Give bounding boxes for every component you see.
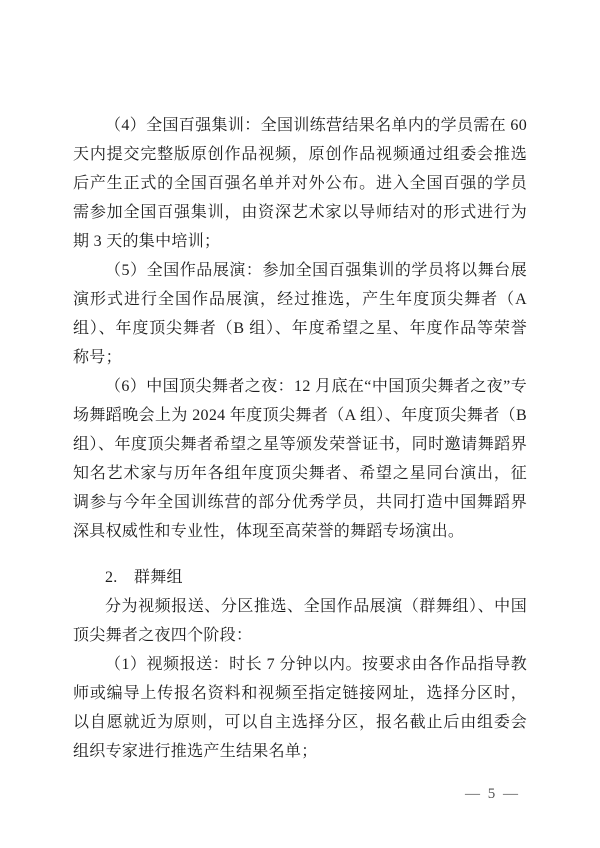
paragraph-national-top100-training: （4）全国百强集训：全国训练营结果名单内的学员需在 60 天内提交完整版原创作品视频，原创作品视频通过组委会推选后产生正式的全国百强名单并对外公布。进入全国百强的学员需参加全国百强集训，由资深艺术家以导师结对的形式进行为期 3 天的集中培训； xyxy=(73,117,527,250)
paragraph-group-dance-stages: 分为视频报送、分区推选、全国作品展演（群舞组）、中国顶尖舞者之夜四个阶段： xyxy=(73,598,527,644)
page-number: — 5 — xyxy=(465,786,520,802)
section-heading-group-dance: 2. 群舞组 xyxy=(105,569,183,586)
paragraph-video-submission: （1）视频报送：时长 7 分钟以内。按要求由各作品指导教师或编导上传报名资料和视频至指定链接网址，选择分区时，以自愿就近为原则，可以自主选择分区，报名截止后由组委会组织专家进行推选产生结果名单； xyxy=(73,656,527,760)
paragraph-top-dancer-night: （6）中国顶尖舞者之夜：12 月底在“中国顶尖舞者之夜”专场舞蹈晚会上为 2024 年度顶尖舞者（A 组）、年度顶尖舞者（B 组）、年度顶尖舞者希望之星等颁发荣誉证书，同时邀请舞蹈界知名艺术家与历年各组年度顶尖舞者、希望之星同台演出，征调参与今年全国训练营的部分优秀学员，共同打造中国舞蹈界深具权威性和专业性，体现至高荣誉的舞蹈专场演出。 xyxy=(73,378,527,540)
paragraph-national-showcase: （5）全国作品展演：参加全国百强集训的学员将以舞台展演形式进行全国作品展演，经过推选，产生年度顶尖舞者（A 组）、年度顶尖舞者（B 组）、年度希望之星、年度作品等荣誉称号； xyxy=(73,262,527,366)
document-body xyxy=(73,111,527,766)
